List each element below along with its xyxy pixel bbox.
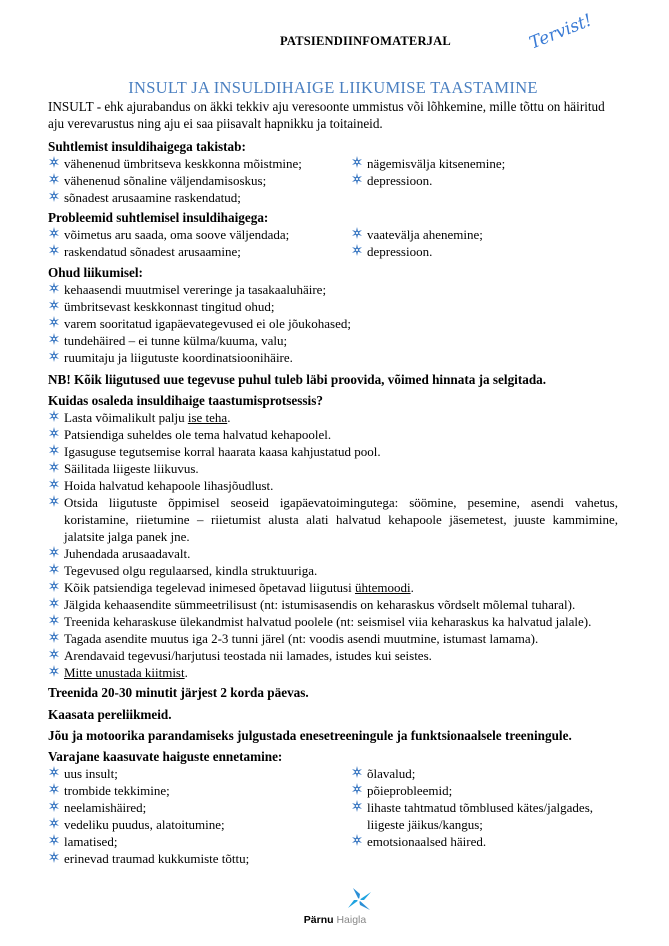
list-item: vedeliku puudus, alatoitumine;	[48, 816, 351, 833]
list-item: emotsionaalsed häired.	[351, 833, 618, 850]
list-item: õlavalud;	[351, 765, 618, 782]
parnu-haigla-logo	[290, 886, 380, 931]
star-bullet-icon	[351, 156, 363, 168]
list-item: depressioon.	[351, 172, 618, 189]
star-bullet-icon	[48, 597, 60, 609]
star-bullet-icon	[351, 834, 363, 846]
section-comorbidity-prevention	[48, 748, 618, 867]
star-bullet-icon	[48, 648, 60, 660]
logo-wordmark: Pärnu Haigla	[303, 914, 367, 926]
star-bullet-icon	[48, 495, 60, 507]
list-item: Hoida halvatud kehapoole lihasjõudlust.	[48, 477, 618, 494]
self-training-note: Jõu ja motoorika parandamiseks julgustada enesetreeningule ja funktsionaalsele treeningule.	[48, 728, 572, 743]
tervist-brand: Tervist!	[526, 10, 595, 54]
list-item: Otsida liigutuste õppimisel seoseid igapäevatoimingutega: söömine, pesemine, asendi vahetus, koristamine, riietumine – riietumist alusta alati halvatud kehapoole jäsemetest, juuste kammimine, jalatsite jalga panek jne.	[48, 494, 618, 545]
section-heading: Ohud liikumisel:	[48, 265, 143, 280]
training-note: Treenida 20-30 minutit järjest 2 korda päevas.	[48, 685, 309, 700]
family-note: Kaasata pereliikmeid.	[48, 707, 172, 722]
star-bullet-icon	[48, 227, 60, 239]
list-item: kehaasendi muutmisel vereringe ja tasakaaluhäire;	[48, 281, 618, 298]
list-item: vähenenud ümbritseva keskkonna mõistmine;	[48, 155, 351, 172]
star-bullet-icon	[351, 800, 363, 812]
section-movement-dangers	[48, 264, 618, 366]
star-bullet-icon	[48, 614, 60, 626]
list-item: Mitte unustada kiitmist.	[48, 664, 618, 681]
star-bullet-icon	[351, 766, 363, 778]
list-item: põieprobleemid;	[351, 782, 618, 799]
list-item: Tagada asendite muutus iga 2-3 tunni järel (nt: voodis asendi muutmine, istumast lamama).	[48, 630, 618, 647]
list-item: Jälgida kehaasendite sümmeetrilisust (nt: istumisasendis on keharaskus võrdselt mõlemal tuharal).	[48, 596, 618, 613]
star-bullet-icon	[48, 478, 60, 490]
logo-flower-icon	[344, 886, 374, 914]
list-item: sõnadest arusaamine raskendatud;	[48, 189, 351, 206]
list-item: Igasuguse tegutsemise korral haarata kaasa kahjustatud pool.	[48, 443, 618, 460]
list-item: Kõik patsiendiga tegelevad inimesed õpetavad liigutusi ühtemoodi.	[48, 579, 618, 596]
star-bullet-icon	[48, 444, 60, 456]
star-bullet-icon	[48, 817, 60, 829]
list-item: Patsiendiga suheldes ole tema halvatud kehapoolel.	[48, 426, 618, 443]
star-bullet-icon	[48, 665, 60, 677]
section-communication-problems	[48, 209, 618, 260]
star-bullet-icon	[48, 563, 60, 575]
star-bullet-icon	[351, 783, 363, 795]
list-item: nägemisvälja kitsenemine;	[351, 155, 618, 172]
section-recovery-participation	[48, 392, 618, 681]
star-bullet-icon	[48, 244, 60, 256]
list-item: vähenenud sõnaline väljendamisoskus;	[48, 172, 351, 189]
list-item: trombide tekkimine;	[48, 782, 351, 799]
section-communication-obstacles	[48, 138, 618, 206]
star-bullet-icon	[48, 350, 60, 362]
star-bullet-icon	[48, 333, 60, 345]
intro-text: INSULT - ehk ajurabandus on äkki tekkiv aju veresoonte ummistus või lõhkemine, mille tõttu on häiritud aju verevarustus ning aju ei saa piisavalt hapnikku ja toitaineid.	[48, 99, 605, 131]
star-bullet-icon	[48, 461, 60, 473]
star-bullet-icon	[48, 783, 60, 795]
star-bullet-icon	[351, 227, 363, 239]
star-bullet-icon	[48, 427, 60, 439]
list-item: Lasta võimalikult palju ise teha.	[48, 409, 618, 426]
header-title: PATSIENDIINFOMATERJAL	[280, 34, 451, 48]
star-bullet-icon	[48, 410, 60, 422]
star-bullet-icon	[48, 631, 60, 643]
list-item: ruumitaju ja liigutuste koordinatsioonihäire.	[48, 349, 618, 366]
doc-title: INSULT JA INSULDIHAIGE LIIKUMISE TAASTAMINE	[128, 78, 538, 97]
list-item: ümbritsevast keskkonnast tingitud ohud;	[48, 298, 618, 315]
star-bullet-icon	[48, 834, 60, 846]
list-item: Juhendada arusaadavalt.	[48, 545, 618, 562]
list-item: uus insult;	[48, 765, 351, 782]
star-bullet-icon	[351, 244, 363, 256]
section-heading: Probleemid suhtlemisel insuldihaigega:	[48, 210, 269, 225]
list-item: Säilitada liigeste liikuvus.	[48, 460, 618, 477]
star-bullet-icon	[48, 299, 60, 311]
list-item: lihaste tahtmatud tõmblused kätes/jalgades, liigeste jäikus/kangus;	[351, 799, 618, 833]
star-bullet-icon	[48, 316, 60, 328]
star-bullet-icon	[48, 546, 60, 558]
list-item: tundehäired – ei tunne külma/kuuma, valu;	[48, 332, 618, 349]
star-bullet-icon	[48, 580, 60, 592]
section-heading: Varajane kaasuvate haiguste ennetamine:	[48, 749, 283, 764]
list-item: Tegevused olgu regulaarsed, kindla struktuuriga.	[48, 562, 618, 579]
star-bullet-icon	[48, 800, 60, 812]
star-bullet-icon	[48, 766, 60, 778]
star-bullet-icon	[48, 156, 60, 168]
list-item: vaatevälja ahenemine;	[351, 226, 618, 243]
star-bullet-icon	[351, 173, 363, 185]
star-bullet-icon	[48, 173, 60, 185]
list-item: lamatised;	[48, 833, 351, 850]
star-bullet-icon	[48, 190, 60, 202]
list-item: võimetus aru saada, oma soove väljendada;	[48, 226, 351, 243]
list-item: Treenida keharaskuse ülekandmist halvatud poolele (nt: seismisel viia keharaskus ka halvatud jalale).	[48, 613, 618, 630]
list-item: Arendavaid tegevusi/harjutusi teostada nii lamades, istudes kui seistes.	[48, 647, 618, 664]
star-bullet-icon	[48, 851, 60, 863]
star-bullet-icon	[48, 282, 60, 294]
section-heading: Kuidas osaleda insuldihaige taastumisprotsessis?	[48, 393, 323, 408]
list-item: depressioon.	[351, 243, 618, 260]
list-item: raskendatud sõnadest arusaamine;	[48, 243, 351, 260]
nb-note: NB! Kõik liigutused uue tegevuse puhul tuleb läbi proovida, võimed hinnata ja selgitada.	[48, 372, 547, 387]
list-item: varem sooritatud igapäevategevused ei ole jõukohased;	[48, 315, 618, 332]
list-item: neelamishäired;	[48, 799, 351, 816]
list-item: erinevad traumad kukkumiste tõttu;	[48, 850, 351, 867]
section-heading: Suhtlemist insuldihaigega takistab:	[48, 139, 246, 154]
